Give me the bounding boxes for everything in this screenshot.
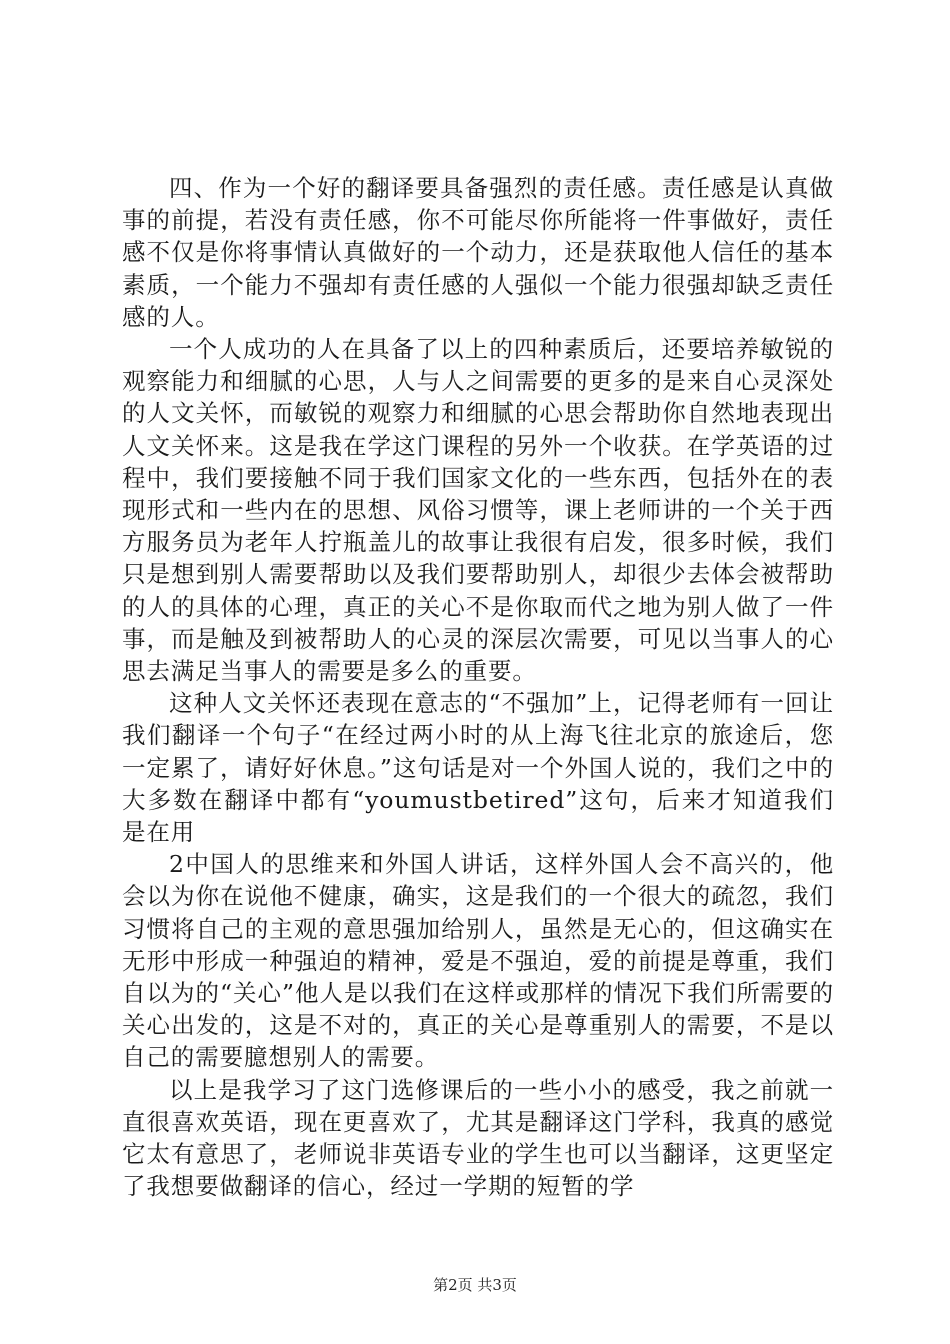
paragraph-responsibility: 四、作为一个好的翻译要具备强烈的责任感。责任感是认真做事的前提，若没有责任感，你不可能尽你所能将一件事做好，责任感不仅是你将事情认真做好的一个动力，还是获取他人信任的基本素质，一个能力不强却有责任感的人强似一个能力很强却缺乏责任感的人。 [122, 174, 834, 331]
page-footer: 第2页 共3页 [433, 1276, 517, 1294]
body-text [122, 172, 834, 1203]
paragraph-not-imposing: 这种人文关怀还表现在意志的“不强加”上，记得老师有一回让我们翻译一个句子“在经过两小时的从上海飞往北京的旅途后，您一定累了，请好好休息。”这句话是对一个外国人说的，我们之中的大多数在翻译中都有“youmustbetired”这句，后来才知道我们是在用 [122, 689, 834, 847]
paragraph-chinese-thinking: 2中国人的思维来和外国人讲话，这样外国人会不高兴的，他会以为你在说他不健康，确实，这是我们的一个很大的疏忽，我们习惯将自己的主观的意思强加给别人，虽然是无心的，但这确实在无形中形成一种强迫的精神，爱是不强迫，爱的前提是尊重，我们自以为的“关心”他人是以我们在这样或那样的情况下我们所需要的关心出发的，这是不对的，真正的关心是尊重别人的需要，不是以自己的需要臆想别人的需要。 [122, 850, 834, 1072]
paragraph-conclusion: 以上是我学习了这门选修课后的一些小小的感受，我之前就一直很喜欢英语，现在更喜欢了，尤其是翻译这门学科，我真的感觉它太有意思了，老师说非英语专业的学生也可以当翻译，这更坚定了我想要做翻译的信心，经过一学期的短暂的学 [122, 1075, 834, 1201]
paragraph-humanistic-care: 一个人成功的人在具备了以上的四种素质后，还要培养敏锐的观察能力和细腻的心思，人与人之间需要的更多的是来自心灵深处的人文关怀，而敏锐的观察力和细腻的心思会帮助你自然地表现出人文关怀来。这是我在学这门课程的另外一个收获。在学英语的过程中，我们要接触不同于我们国家文化的一些东西，包括外在的表现形式和一些内在的思想、风俗习惯等，课上老师讲的一个关于西方服务员为老年人拧瓶盖儿的故事让我很有启发，很多时候，我们只是想到别人需要帮助以及我们要帮助别人，却很少去体会被帮助的人的具体的心理，真正的关心不是你取而代之地为别人做了一件事，而是触及到被帮助人的心灵的深层次需要，可见以当事人的心思去满足当事人的需要是多么的重要。 [122, 335, 834, 686]
